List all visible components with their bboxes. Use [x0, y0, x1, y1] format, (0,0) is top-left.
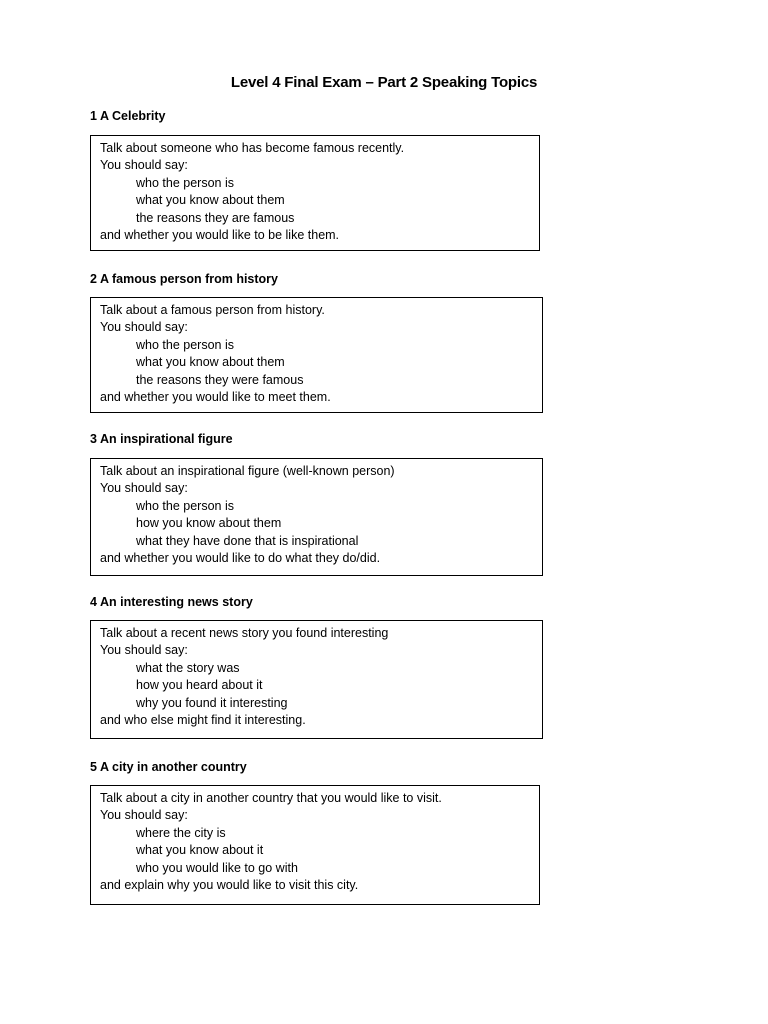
- page-title: Level 4 Final Exam – Part 2 Speaking Topics: [230, 74, 538, 91]
- prompt-closing: and whether you would like to meet them.: [100, 389, 331, 404]
- topic-heading: 3 An inspirational figure: [90, 432, 233, 446]
- topic-heading: 1 A Celebrity: [90, 109, 166, 123]
- you-should-say: You should say:: [100, 643, 188, 658]
- topic-heading: 4 An interesting news story: [90, 595, 253, 609]
- prompt-point: what you know about them: [136, 355, 285, 370]
- prompt-point: what you know about it: [136, 843, 264, 858]
- prompt-point: where the city is: [136, 825, 226, 840]
- topic-prompt-box: [90, 297, 543, 413]
- prompt-point: the reasons they are famous: [136, 210, 295, 225]
- prompt-point: how you heard about it: [136, 678, 263, 693]
- topic-prompt-box: [90, 135, 540, 251]
- prompt-point: what you know about them: [136, 193, 285, 208]
- you-should-say: You should say:: [100, 481, 188, 496]
- prompt-point: who the person is: [136, 337, 234, 352]
- you-should-say: You should say:: [100, 158, 188, 173]
- prompt-intro: Talk about someone who has become famous recently.: [100, 141, 405, 155]
- topic-5: [90, 759, 442, 892]
- you-should-say: You should say:: [100, 808, 188, 823]
- you-should-say: You should say:: [100, 320, 188, 335]
- prompt-closing: and explain why you would like to visit this city.: [100, 877, 359, 892]
- prompt-closing: and whether you would like to be like them.: [100, 227, 340, 242]
- topic-prompt-box: [90, 458, 543, 576]
- prompt-point: who the person is: [136, 175, 234, 190]
- topic-1: [90, 108, 405, 242]
- topic-prompt-box: [90, 620, 543, 739]
- prompt-closing: and who else might find it interesting.: [100, 712, 306, 727]
- prompt-point: what the story was: [136, 660, 240, 675]
- topic-3: [90, 431, 395, 565]
- prompt-point: why you found it interesting: [136, 695, 288, 710]
- topic-heading: 2 A famous person from history: [90, 272, 278, 286]
- prompt-point: what they have done that is inspirational: [136, 533, 359, 548]
- topic-prompt-box: [90, 785, 540, 905]
- prompt-point: how you know about them: [136, 516, 282, 531]
- prompt-intro: Talk about a famous person from history.: [100, 303, 325, 317]
- topic-2: [90, 271, 331, 404]
- topic-heading: 5 A city in another country: [90, 760, 247, 774]
- prompt-intro: Talk about a recent news story you found interesting: [100, 626, 389, 640]
- prompt-point: who the person is: [136, 498, 234, 513]
- prompt-point: the reasons they were famous: [136, 372, 304, 387]
- prompt-intro: Talk about a city in another country that you would like to visit.: [100, 791, 442, 805]
- topic-4: [90, 594, 389, 727]
- prompt-point: who you would like to go with: [136, 860, 298, 875]
- prompt-intro: Talk about an inspirational figure (well-known person): [100, 464, 395, 478]
- prompt-closing: and whether you would like to do what they do/did.: [100, 550, 381, 565]
